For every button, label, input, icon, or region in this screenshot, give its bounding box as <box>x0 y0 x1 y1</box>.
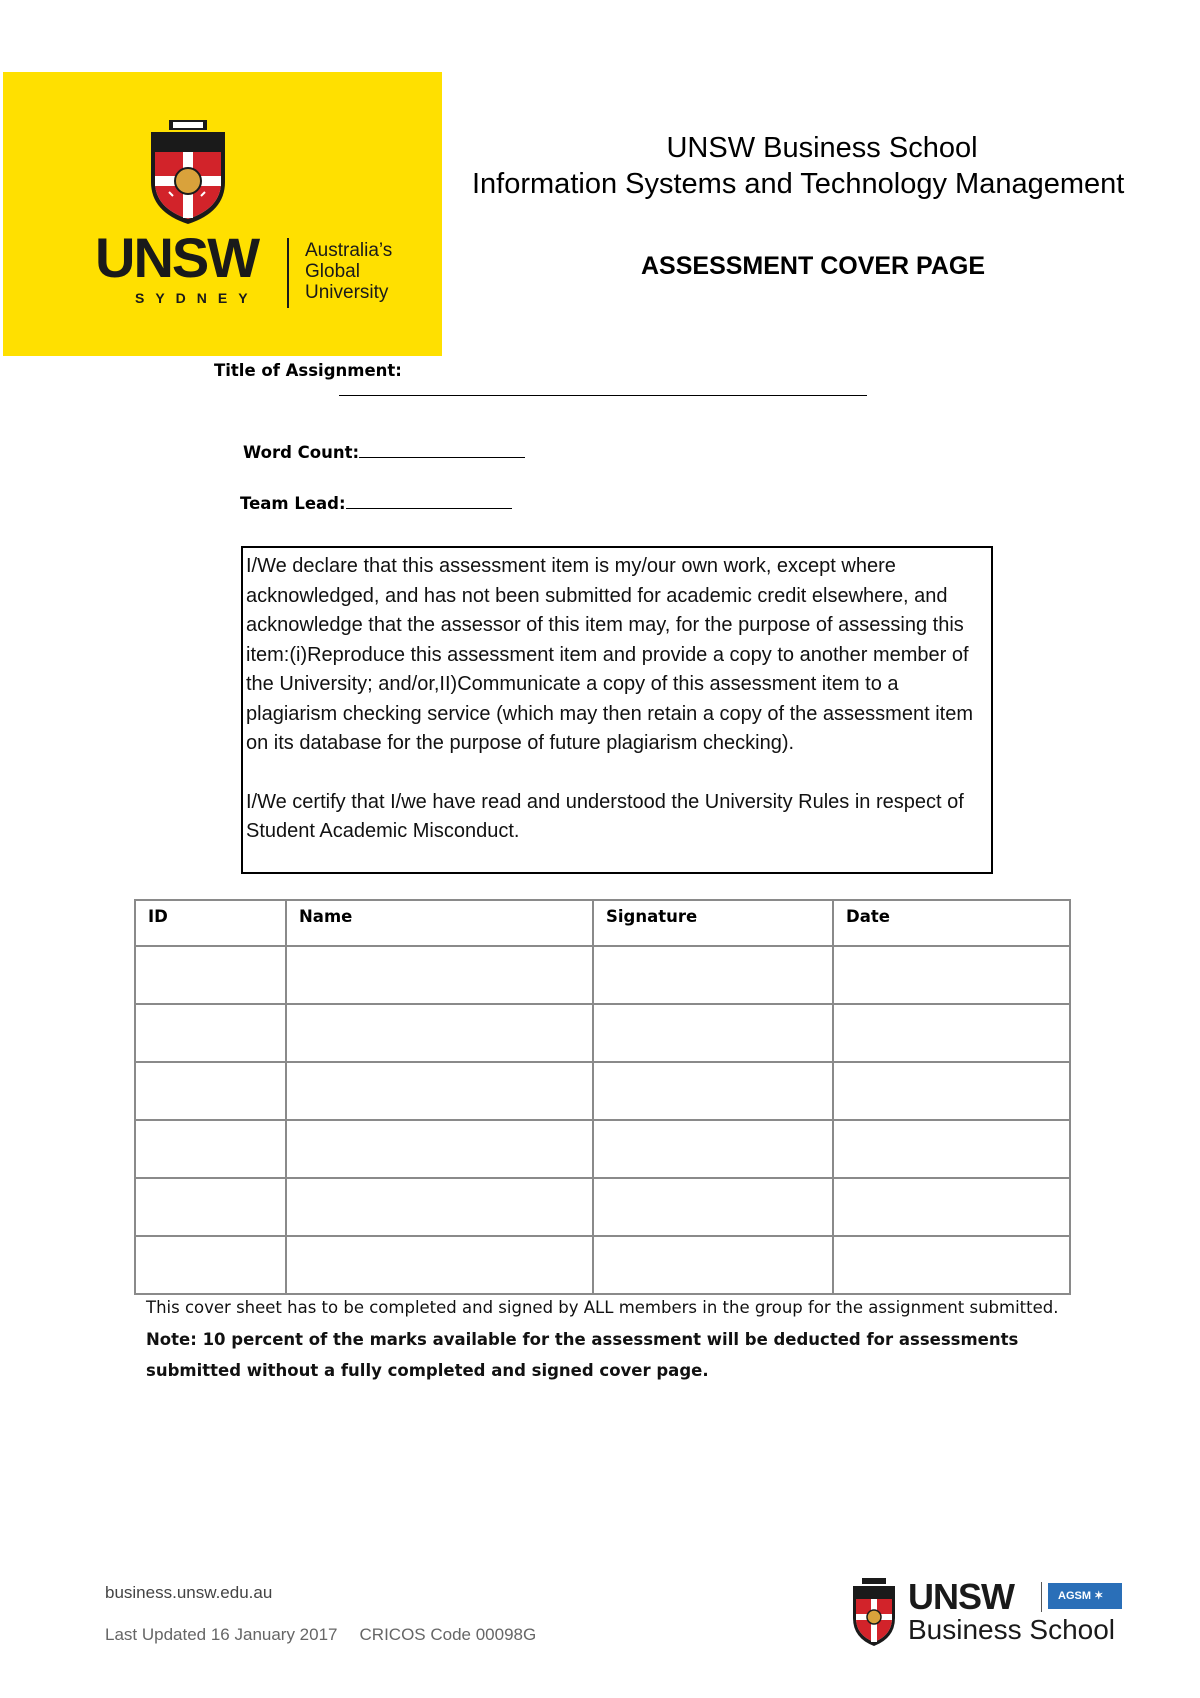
title-of-assignment-field[interactable] <box>339 395 867 396</box>
page-title: ASSESSMENT COVER PAGE <box>641 252 986 280</box>
date-cell[interactable] <box>833 1062 1070 1120</box>
table-header-row <box>135 900 1070 946</box>
unsw-logo <box>3 72 442 356</box>
logo-tagline: Australia’s Global University <box>305 240 393 303</box>
note-text: This cover sheet has to be completed and signed by ALL members in the group for the assignment submitted. <box>146 1298 1059 1317</box>
column-header-id: ID <box>135 900 286 946</box>
date-cell[interactable] <box>833 1120 1070 1178</box>
date-cell[interactable] <box>833 1236 1070 1294</box>
name-cell[interactable] <box>286 946 593 1004</box>
signature-table <box>134 899 1071 1295</box>
date-cell[interactable] <box>833 1178 1070 1236</box>
name-cell[interactable] <box>286 1178 593 1236</box>
word-count-input[interactable] <box>359 443 525 458</box>
logo-divider <box>287 238 289 308</box>
signature-cell[interactable] <box>593 1236 833 1294</box>
last-updated: Last Updated 16 January 2017 <box>105 1625 338 1644</box>
table-row <box>135 1062 1070 1120</box>
team-lead-field <box>240 494 512 513</box>
word-count-field <box>243 443 525 462</box>
business-school-logo <box>852 1578 1122 1658</box>
date-cell[interactable] <box>833 946 1070 1004</box>
agsm-badge: AGSM ✶ <box>1048 1583 1122 1609</box>
table-row <box>135 1178 1070 1236</box>
cricos-code: CRICOS Code 00098G <box>359 1625 537 1644</box>
unsw-crest-icon <box>149 120 227 226</box>
date-cell[interactable] <box>833 1004 1070 1062</box>
school-name: UNSW Business School <box>666 132 978 164</box>
unsw-crest-icon <box>852 1578 896 1648</box>
id-cell[interactable] <box>135 1062 286 1120</box>
id-cell[interactable] <box>135 946 286 1004</box>
id-cell[interactable] <box>135 1178 286 1236</box>
column-header-date: Date <box>833 900 1070 946</box>
signature-cell[interactable] <box>593 1120 833 1178</box>
signature-cell[interactable] <box>593 1062 833 1120</box>
submission-note <box>146 1292 1066 1387</box>
declaration-box <box>241 546 993 874</box>
column-header-name: Name <box>286 900 593 946</box>
name-cell[interactable] <box>286 1236 593 1294</box>
team-lead-label: Team Lead: <box>240 494 346 513</box>
table-row <box>135 1004 1070 1062</box>
name-cell[interactable] <box>286 1062 593 1120</box>
footer-url: business.unsw.edu.au <box>105 1583 273 1602</box>
signature-cell[interactable] <box>593 1004 833 1062</box>
name-cell[interactable] <box>286 1120 593 1178</box>
logo-wordmark: UNSW <box>95 226 259 289</box>
signature-cell[interactable] <box>593 1178 833 1236</box>
table-row <box>135 1236 1070 1294</box>
declaration-paragraph: I/We declare that this assessment item is my/our own work, except where acknowledged, and has not been submitted for academic credit elsewhere, and acknowledge that the assessor of this item may, for the purpose of assessing this item:(i)Reproduce this assessment item and provide a copy to another member of the University; and/or,II)Communicate a copy of this assessment item to a plagiarism checking service (which may then retain a copy of the assessment item on its database for the purpose of future plagiarism checking). <box>246 555 973 754</box>
certification-paragraph: I/We certify that I/we have read and understood the University Rules in respect of Student Academic Misconduct. <box>246 790 964 842</box>
note-warning: Note: 10 percent of the marks available for the assessment will be deducted for assessments submitted without a fully completed and signed cover page. <box>146 1329 1019 1380</box>
star-icon: ✶ <box>1094 1590 1104 1602</box>
footer-logo-divider <box>1041 1582 1042 1612</box>
footer-logo-wordmark: UNSW <box>908 1576 1014 1617</box>
department-name: Information Systems and Technology Management <box>472 168 1125 200</box>
logo-location: SYDNEY <box>135 290 259 306</box>
signature-cell[interactable] <box>593 946 833 1004</box>
id-cell[interactable] <box>135 1120 286 1178</box>
column-header-signature: Signature <box>593 900 833 946</box>
id-cell[interactable] <box>135 1236 286 1294</box>
footer-logo-school: Business School <box>908 1614 1116 1645</box>
footer-meta <box>105 1625 536 1645</box>
title-of-assignment-label: Title of Assignment: <box>214 361 402 380</box>
table-row <box>135 1120 1070 1178</box>
id-cell[interactable] <box>135 1004 286 1062</box>
word-count-label: Word Count: <box>243 443 360 462</box>
team-lead-input[interactable] <box>346 494 512 509</box>
table-row <box>135 946 1070 1004</box>
name-cell[interactable] <box>286 1004 593 1062</box>
